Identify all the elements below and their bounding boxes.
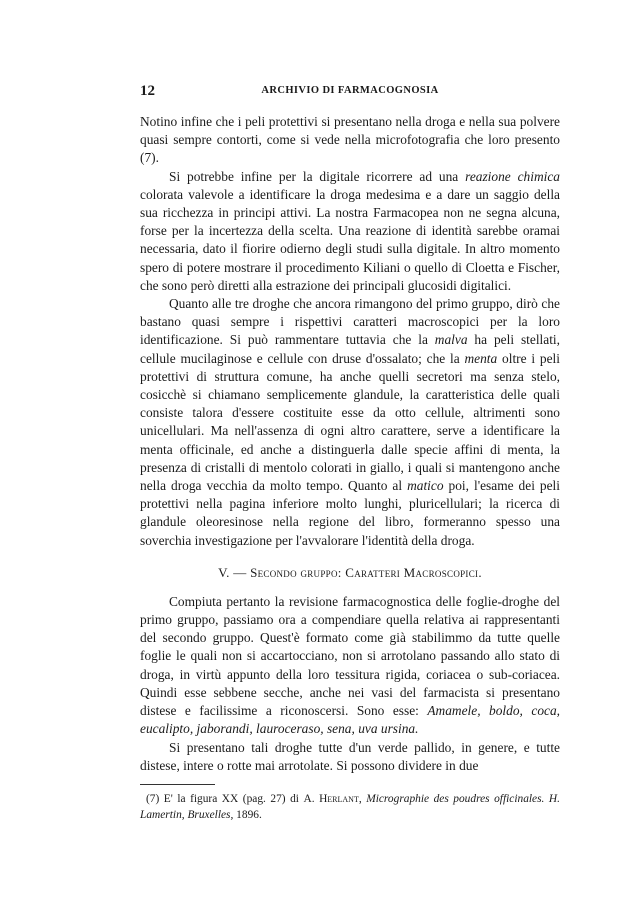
section-title: Secondo gruppo: Caratteri Macroscopici.	[250, 564, 482, 580]
paragraph-reazione-chimica	[140, 168, 560, 295]
page	[140, 83, 560, 823]
section-number: V. —	[218, 564, 251, 580]
emphasis-matico: matico	[407, 478, 444, 494]
text-span: Compiuta pertanto la revisione farmacognostica delle foglie-droghe del primo gruppo, passiamo ora a compendiare quella relativa ai rappresentanti del secondo gruppo. Quest'è formato come già stabilimmo da tutte quelle foglie le quali non si accartocciano, non si arrotolano passando allo stato di droga, in virtù appunto della loro tessitura rigida, coriacea o sub-coriacea. Quindi esse sebbene secche, anche nei vasi del farmacista si presentano distese e facilissime a riconoscersi. Sono esse:	[140, 593, 560, 719]
text-span: (7) E' la figura XX (pag. 27) di	[146, 792, 304, 805]
page-number: 12	[140, 83, 155, 99]
text-span: ha peli stellati, cellule mucilaginose e cellule con druse d'ossalato; che la	[140, 332, 560, 366]
text-span: Quanto alle tre droghe che ancora rimangono del primo gruppo, dirò che bastano quasi sempre i rispettivi caratteri macroscopici per la loro identificazione. Si può rammentare tuttavia che la	[140, 296, 560, 348]
emphasis-malva: malva	[434, 332, 468, 348]
journal-title: ARCHIVIO DI FARMACOGNOSIA	[261, 85, 439, 96]
text-span: poi, l'esame dei peli protettivi nella pagina inferiore molto lunghi, pluricellulari; la ricerca di glandule oleoresinose nella regione del libro, formeranno spesso una soverchia investigazione per l'avvalorare l'identità della droga.	[140, 478, 560, 548]
text-span: Si potrebbe infine per la digitale ricorrere ad una	[169, 168, 466, 184]
text-span: 1896.	[233, 808, 262, 821]
section-heading	[140, 565, 560, 581]
footnote-title: Micrographie des poudres officinales. H. Lamertin, Bruxelles,	[140, 792, 560, 821]
emphasis-drug-list: Amamele, boldo, coca, eucalipto, jaborandi, lauroceraso, sena, uva ursina.	[140, 703, 560, 737]
running-head	[140, 83, 560, 105]
text-span: ,	[358, 792, 367, 805]
footnote-author: A. Herlant	[303, 792, 359, 805]
paragraph-verde-pallido: Si presentano tali droghe tutte d'un verde pallido, in genere, e tutte distese, intere o rotte mai arrotolate. Si possono dividere in due	[140, 739, 560, 773]
text-span: oltre i peli protettivi di struttura comune, ha anche quelli secretori ma senza stelo, cosicchè si chiamano semplicemente glandule, la caratteristica delle quali consiste talora d'essere costituite esse da otto cellule, altrimenti sono unicellulari. Ma nell'assenza di ogni altro carattere, serve a identificare la menta officinale, ed anche a distinguerla dalle specie affini di menta, la presenza di cristalli di mentolo colorati in giallo, i quali si mantengono anche nella droga vecchia da molto tempo. Quanto al	[140, 350, 560, 494]
paragraph-peli-protettivi: Notino infine che i peli protettivi si presentano nella droga e nella sua polvere quasi sempre contorti, come si vede nella microfotografia che loro presento (7).	[140, 114, 560, 166]
footnote	[140, 791, 560, 823]
text-span: colorata valevole a identificare la droga medesima e a dare un saggio della sua ricchezza in principi attivi. La nostra Farmacopea non ne segna alcuna, forse per la incertezza della scelta. Una reazione di identità sarebbe oramai necessaria, dato il fiorire odierno degli studi sulla digitale. In altro momento spero di potere mostrare il procedimento Kiliani o quello di Cloetta e Fischer, che sono però diretti alla estrazione dei principali glucosidi digitalici.	[140, 186, 560, 293]
footnote-divider	[140, 784, 215, 785]
paragraph-secondo-gruppo	[140, 593, 560, 739]
emphasis-menta: menta	[464, 350, 498, 366]
emphasis-reazione-chimica: reazione chimica	[465, 168, 560, 184]
paragraph-tre-droghe	[140, 295, 560, 550]
